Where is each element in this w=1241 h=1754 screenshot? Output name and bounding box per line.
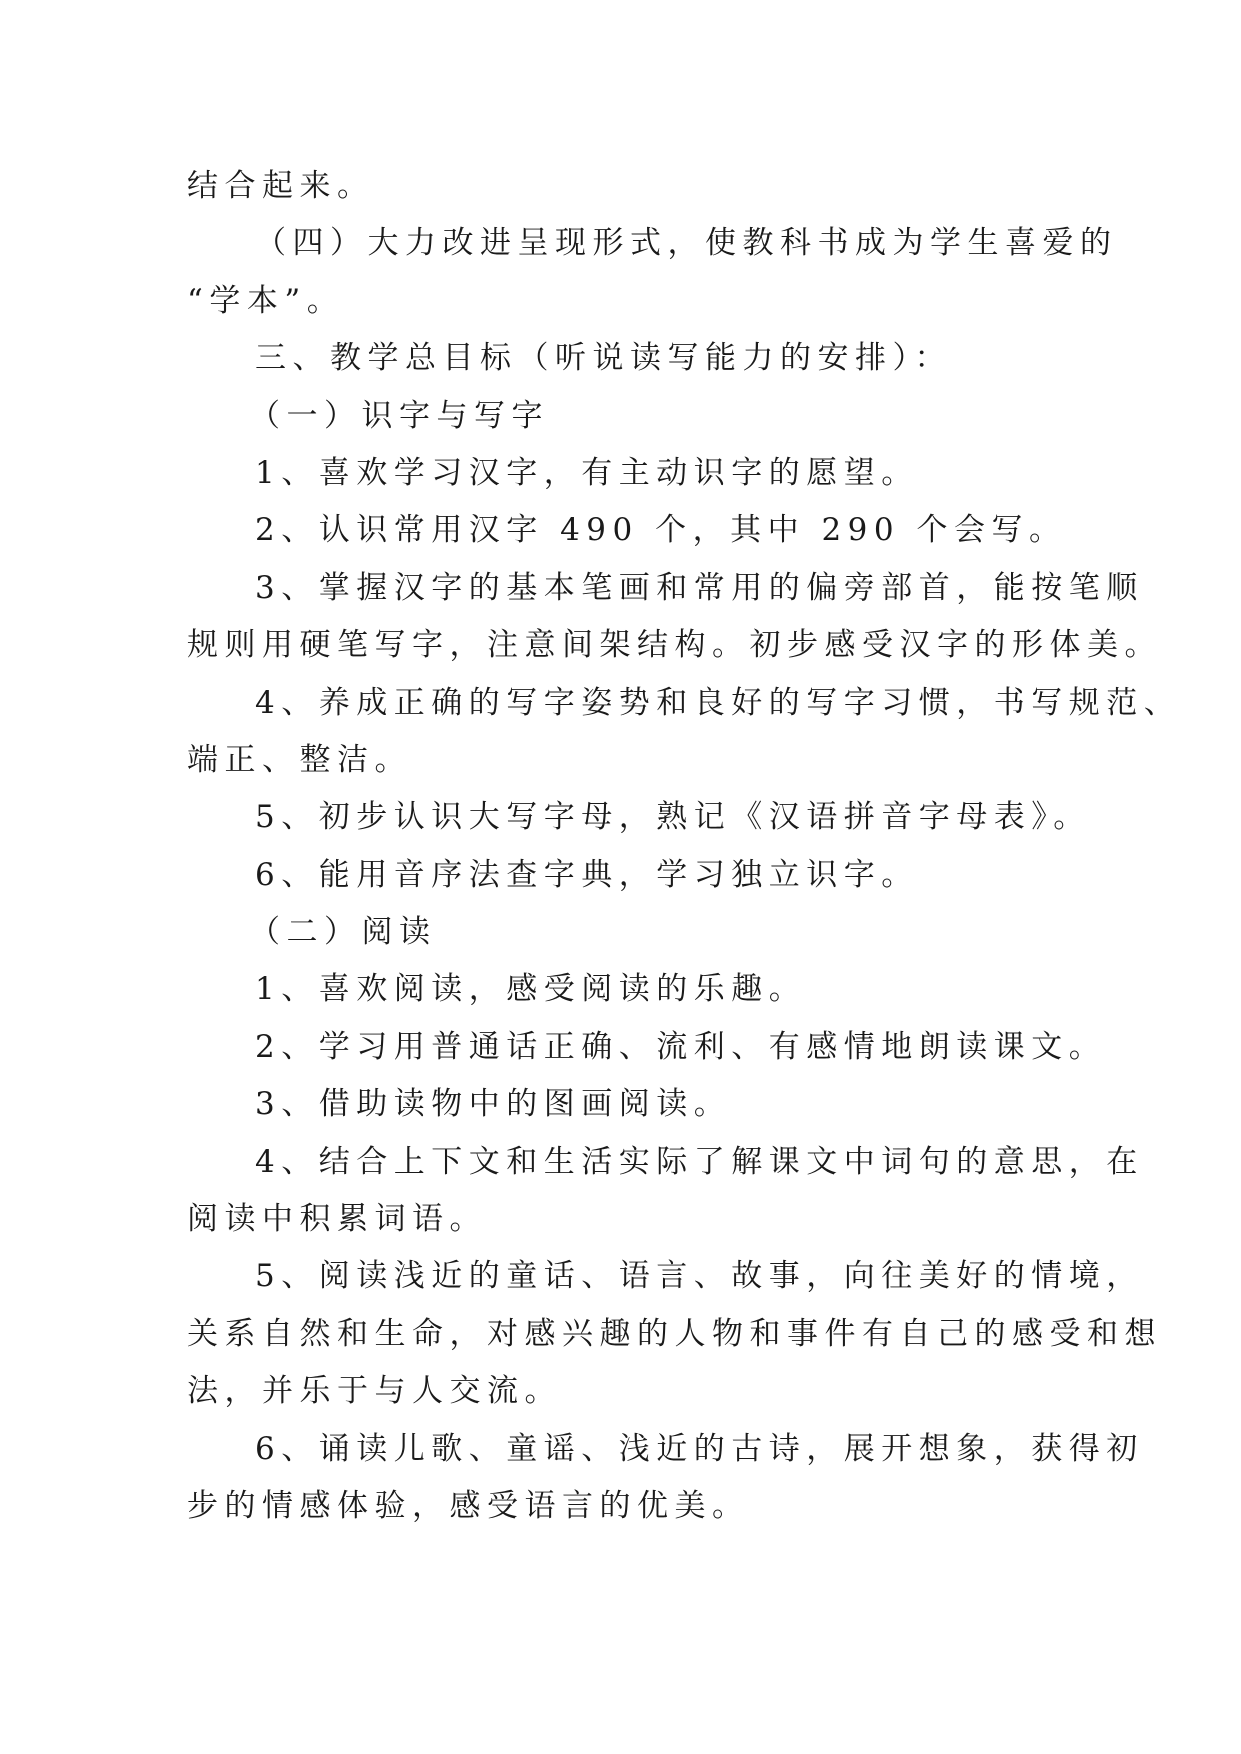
- text-line: 结合起来。: [187, 168, 375, 204]
- list-item: 1、喜欢学习汉字，有主动识字的愿望。: [255, 454, 919, 491]
- text-line: “学本”。: [187, 282, 345, 319]
- subsection-heading: （二）阅读: [249, 914, 437, 951]
- text-line: （四）大力改进呈现形式，使教科书成为学生喜爱的: [255, 225, 1118, 262]
- list-item: 6、诵读儿歌、童谣、浅近的古诗，展开想象，获得初: [255, 1430, 1144, 1467]
- list-item: 2、学习用普通话正确、流利、有感情地朗读课文。: [255, 1028, 1107, 1065]
- list-item: 5、初步认识大写字母，熟记《汉语拼音字母表》。: [255, 799, 1091, 836]
- list-item: 3、掌握汉字的基本笔画和常用的偏旁部首，能按笔顺: [255, 569, 1144, 606]
- text-line: 阅读中积累词语。: [187, 1201, 487, 1238]
- text-line: 步的情感体验，感受语言的优美。: [187, 1487, 750, 1524]
- list-item: 3、借助读物中的图画阅读。: [255, 1086, 732, 1123]
- text-line: 端正、整洁。: [187, 741, 412, 778]
- list-item: 5、阅读浅近的童话、语言、故事，向往美好的情境，: [255, 1258, 1144, 1295]
- list-item: 1、喜欢阅读，感受阅读的乐趣。: [255, 971, 807, 1008]
- list-item: 2、认识常用汉字 490 个，其中 290 个会写。: [255, 512, 1067, 549]
- text-line: 关系自然和生命，对感兴趣的人物和事件有自己的感受和想: [187, 1315, 1162, 1352]
- list-item: 4、结合上下文和生活实际了解课文中词句的意思，在: [255, 1143, 1144, 1180]
- list-item: 4、养成正确的写字姿势和良好的写字习惯，书写规范、: [255, 684, 1182, 721]
- subsection-heading: （一）识字与写字: [249, 397, 549, 434]
- section-heading: 三、教学总目标（听说读写能力的安排）：: [255, 340, 952, 377]
- text-line: 法，并乐于与人交流。: [187, 1373, 562, 1410]
- list-item: 6、能用音序法查字典，学习独立识字。: [255, 856, 919, 893]
- body-text: [187, 158, 1182, 1535]
- text-line: 规则用硬笔写字，注意间架结构。初步感受汉字的形体美。: [187, 627, 1162, 664]
